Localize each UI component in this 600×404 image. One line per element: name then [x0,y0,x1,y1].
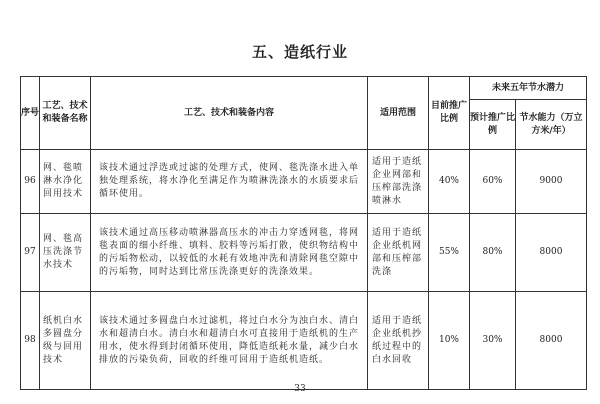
header-current-ratio: 目前推广比例 [429,77,470,150]
row-current-ratio: 55% [429,214,470,292]
table-header [21,77,587,150]
table-row [21,150,587,214]
row-scope: 适用于造纸企业纸机网部和压榨部洗涤 [368,214,429,292]
row-current-ratio: 10% [429,292,470,390]
row-capacity: 9000 [516,150,587,214]
row-content: 该技术通过多圆盘白水过滤机，将过白水分为浊白水、清白水和超清白水。清白水和超清白水可直接用于造纸机的生产用水，使水得到封闭循环使用，降低造纸耗水量，减少白水排放的污染负荷，回收的纤维可回用于造纸机造纸。 [91,292,368,390]
row-expected-ratio: 80% [470,214,516,292]
header-capacity: 节水能力（万立方米/年） [516,100,587,150]
row-no: 96 [21,150,40,214]
row-name: 网、毯高压洗涤节水技术 [40,214,91,292]
page-number: 33 [294,384,306,394]
header-no: 序号 [21,77,40,150]
row-expected-ratio: 60% [470,150,516,214]
row-capacity: 8000 [516,292,587,390]
row-name: 网、毯喷淋水净化回用技术 [40,150,91,214]
header-expected-ratio: 预计推广比例 [470,100,516,150]
page-title: 五、造纸行业 [251,43,348,61]
header-content: 工艺、技术和装备内容 [91,77,368,150]
row-content: 该技术通过浮选或过滤的处理方式，使网、毯洗涤水进入单独处理系统，将水净化至满足作为喷淋洗涤水的水质要求后循环使用。 [91,150,368,214]
row-content: 该技术通过高压移动喷淋器高压水的冲击力穿透网毯，将网毯表面的细小纤维、填料、胶料等污垢打散，使织物结构中的污垢物松动，以较低的水耗有效地冲洗和清除网毯空隙中的污垢物，同时达到比常压洗涤更好的洗涤效果。 [91,214,368,292]
header-name: 工艺、技术和装备名称 [40,77,91,150]
water-saving-table [20,76,587,390]
row-no: 97 [21,214,40,292]
row-capacity: 8000 [516,214,587,292]
row-scope: 适用于造纸企业网部和压榨部洗涤喷淋水 [368,150,429,214]
row-name: 纸机白水多圆盘分级与回用技术 [40,292,91,390]
header-scope: 适用范围 [368,77,429,150]
row-current-ratio: 40% [429,150,470,214]
row-no: 98 [21,292,40,390]
header-future-group: 未来五年节水潜力 [470,77,587,100]
table-row [21,214,587,292]
table-row [21,292,587,390]
row-scope: 适用于造纸企业纸机抄纸过程中的白水回收 [368,292,429,390]
row-expected-ratio: 30% [470,292,516,390]
